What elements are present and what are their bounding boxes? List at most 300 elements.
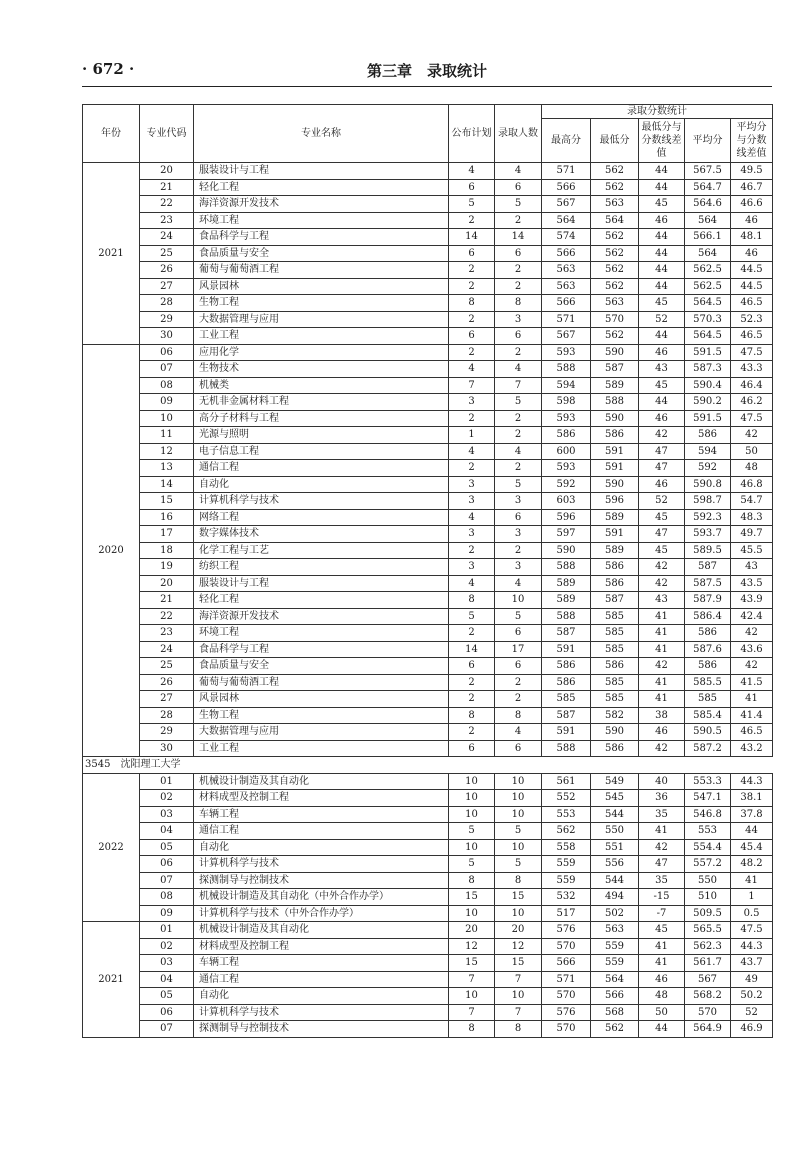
cell-min-diff: 42 bbox=[639, 740, 685, 757]
cell-code: 09 bbox=[140, 394, 194, 411]
cell-min-diff: 44 bbox=[639, 328, 685, 345]
cell-min: 502 bbox=[591, 905, 639, 922]
cell-major-name: 机械设计制造及其自动化（中外合作办学） bbox=[194, 889, 449, 906]
cell-max: 596 bbox=[542, 509, 591, 526]
cell-code: 10 bbox=[140, 410, 194, 427]
cell-min-diff: 44 bbox=[639, 179, 685, 196]
cell-min-diff: 42 bbox=[639, 658, 685, 675]
cell-plan: 8 bbox=[449, 295, 495, 312]
cell-admitted: 2 bbox=[495, 344, 542, 361]
cell-min-diff: 44 bbox=[639, 1021, 685, 1038]
header-admitted: 录取人数 bbox=[495, 105, 542, 163]
table-row bbox=[83, 872, 773, 889]
cell-plan: 2 bbox=[449, 278, 495, 295]
cell-avg: 590.2 bbox=[685, 394, 731, 411]
cell-min: 549 bbox=[591, 773, 639, 790]
header-avg: 平均分 bbox=[685, 119, 731, 163]
cell-min: 589 bbox=[591, 377, 639, 394]
cell-min: 589 bbox=[591, 509, 639, 526]
cell-avg-diff: 42 bbox=[731, 658, 773, 675]
cell-avg: 585 bbox=[685, 691, 731, 708]
header-code: 专业代码 bbox=[140, 105, 194, 163]
cell-avg: 586 bbox=[685, 625, 731, 642]
cell-code: 01 bbox=[140, 922, 194, 939]
cell-avg: 590.5 bbox=[685, 724, 731, 741]
cell-code: 14 bbox=[140, 476, 194, 493]
cell-plan: 4 bbox=[449, 575, 495, 592]
cell-major-name: 风景园林 bbox=[194, 691, 449, 708]
cell-major-name: 网络工程 bbox=[194, 509, 449, 526]
table-row bbox=[83, 344, 773, 361]
cell-plan: 3 bbox=[449, 394, 495, 411]
cell-avg: 598.7 bbox=[685, 493, 731, 510]
cell-code: 15 bbox=[140, 493, 194, 510]
cell-major-name: 环境工程 bbox=[194, 625, 449, 642]
cell-min: 586 bbox=[591, 658, 639, 675]
cell-min-diff: 45 bbox=[639, 377, 685, 394]
cell-major-name: 材料成型及控制工程 bbox=[194, 790, 449, 807]
cell-avg-diff: 42 bbox=[731, 625, 773, 642]
table-row bbox=[83, 575, 773, 592]
university-row bbox=[83, 757, 773, 774]
cell-avg: 586.4 bbox=[685, 608, 731, 625]
cell-major-name: 计算机科学与技术（中外合作办学） bbox=[194, 905, 449, 922]
cell-max: 561 bbox=[542, 773, 591, 790]
cell-avg: 546.8 bbox=[685, 806, 731, 823]
cell-major-name: 纺织工程 bbox=[194, 559, 449, 576]
table-row bbox=[83, 443, 773, 460]
cell-major-name: 光源与照明 bbox=[194, 427, 449, 444]
cell-avg: 562.3 bbox=[685, 938, 731, 955]
cell-plan: 3 bbox=[449, 526, 495, 543]
cell-min-diff: 41 bbox=[639, 955, 685, 972]
cell-admitted: 7 bbox=[495, 971, 542, 988]
cell-admitted: 5 bbox=[495, 196, 542, 213]
cell-avg: 592.3 bbox=[685, 509, 731, 526]
cell-avg-diff: 43.5 bbox=[731, 575, 773, 592]
cell-major-name: 自动化 bbox=[194, 988, 449, 1005]
cell-major-name: 高分子材料与工程 bbox=[194, 410, 449, 427]
cell-plan: 2 bbox=[449, 691, 495, 708]
cell-max: 597 bbox=[542, 526, 591, 543]
cell-max: 562 bbox=[542, 823, 591, 840]
cell-plan: 14 bbox=[449, 229, 495, 246]
cell-avg: 585.5 bbox=[685, 674, 731, 691]
table-row bbox=[83, 1021, 773, 1038]
cell-max: 559 bbox=[542, 872, 591, 889]
cell-major-name: 海洋资源开发技术 bbox=[194, 196, 449, 213]
cell-admitted: 20 bbox=[495, 922, 542, 939]
table-row bbox=[83, 262, 773, 279]
cell-plan: 10 bbox=[449, 806, 495, 823]
cell-code: 26 bbox=[140, 262, 194, 279]
cell-max: 593 bbox=[542, 460, 591, 477]
cell-avg-diff: 43.9 bbox=[731, 592, 773, 609]
cell-min: 586 bbox=[591, 427, 639, 444]
cell-admitted: 2 bbox=[495, 460, 542, 477]
cell-avg: 587 bbox=[685, 559, 731, 576]
table-row bbox=[83, 971, 773, 988]
cell-avg: 566.1 bbox=[685, 229, 731, 246]
cell-major-name: 生物工程 bbox=[194, 707, 449, 724]
header-year: 年份 bbox=[83, 105, 140, 163]
cell-plan: 7 bbox=[449, 377, 495, 394]
cell-min-diff: 35 bbox=[639, 872, 685, 889]
cell-plan: 3 bbox=[449, 493, 495, 510]
cell-major-name: 工业工程 bbox=[194, 328, 449, 345]
cell-min-diff: 44 bbox=[639, 262, 685, 279]
cell-admitted: 10 bbox=[495, 790, 542, 807]
cell-avg-diff: 50.2 bbox=[731, 988, 773, 1005]
cell-min-diff: 46 bbox=[639, 971, 685, 988]
cell-min: 562 bbox=[591, 262, 639, 279]
cell-min-diff: -15 bbox=[639, 889, 685, 906]
cell-min-diff: 41 bbox=[639, 823, 685, 840]
cell-major-name: 探测制导与控制技术 bbox=[194, 1021, 449, 1038]
cell-avg-diff: 44.5 bbox=[731, 262, 773, 279]
cell-major-name: 工业工程 bbox=[194, 740, 449, 757]
cell-max: 587 bbox=[542, 625, 591, 642]
cell-min-diff: 44 bbox=[639, 394, 685, 411]
cell-code: 01 bbox=[140, 773, 194, 790]
cell-admitted: 6 bbox=[495, 328, 542, 345]
cell-major-name: 风景园林 bbox=[194, 278, 449, 295]
table-row bbox=[83, 707, 773, 724]
cell-avg-diff: 46.5 bbox=[731, 328, 773, 345]
cell-plan: 20 bbox=[449, 922, 495, 939]
cell-min-diff: 42 bbox=[639, 427, 685, 444]
cell-min-diff: 52 bbox=[639, 493, 685, 510]
cell-code: 02 bbox=[140, 938, 194, 955]
cell-plan: 5 bbox=[449, 823, 495, 840]
cell-code: 19 bbox=[140, 559, 194, 576]
cell-admitted: 3 bbox=[495, 311, 542, 328]
cell-code: 09 bbox=[140, 905, 194, 922]
cell-admitted: 5 bbox=[495, 476, 542, 493]
cell-plan: 3 bbox=[449, 476, 495, 493]
cell-plan: 8 bbox=[449, 707, 495, 724]
cell-avg: 591.5 bbox=[685, 410, 731, 427]
cell-major-name: 通信工程 bbox=[194, 823, 449, 840]
cell-min-diff: 41 bbox=[639, 641, 685, 658]
table-row bbox=[83, 592, 773, 609]
cell-admitted: 2 bbox=[495, 542, 542, 559]
cell-plan: 2 bbox=[449, 311, 495, 328]
cell-max: 593 bbox=[542, 344, 591, 361]
cell-admitted: 4 bbox=[495, 361, 542, 378]
cell-admitted: 2 bbox=[495, 691, 542, 708]
cell-avg: 567.5 bbox=[685, 163, 731, 180]
table-row bbox=[83, 905, 773, 922]
cell-plan: 10 bbox=[449, 773, 495, 790]
cell-min: 591 bbox=[591, 526, 639, 543]
table-row bbox=[83, 311, 773, 328]
cell-major-name: 轻化工程 bbox=[194, 179, 449, 196]
cell-min-diff: 44 bbox=[639, 278, 685, 295]
cell-max: 588 bbox=[542, 361, 591, 378]
cell-avg: 564.5 bbox=[685, 328, 731, 345]
table-row bbox=[83, 196, 773, 213]
cell-max: 576 bbox=[542, 922, 591, 939]
cell-major-name: 通信工程 bbox=[194, 971, 449, 988]
cell-avg: 565.5 bbox=[685, 922, 731, 939]
cell-avg: 587.2 bbox=[685, 740, 731, 757]
cell-min-diff: 36 bbox=[639, 790, 685, 807]
cell-admitted: 15 bbox=[495, 889, 542, 906]
cell-max: 570 bbox=[542, 988, 591, 1005]
cell-avg: 587.9 bbox=[685, 592, 731, 609]
cell-min-diff: 38 bbox=[639, 707, 685, 724]
cell-plan: 14 bbox=[449, 641, 495, 658]
cell-avg-diff: 48 bbox=[731, 460, 773, 477]
cell-avg-diff: 46.4 bbox=[731, 377, 773, 394]
cell-admitted: 10 bbox=[495, 806, 542, 823]
cell-max: 570 bbox=[542, 1021, 591, 1038]
cell-avg-diff: 43.6 bbox=[731, 641, 773, 658]
cell-avg-diff: 49 bbox=[731, 971, 773, 988]
cell-plan: 10 bbox=[449, 839, 495, 856]
cell-min: 582 bbox=[591, 707, 639, 724]
table-row bbox=[83, 889, 773, 906]
cell-avg-diff: 41.5 bbox=[731, 674, 773, 691]
cell-admitted: 5 bbox=[495, 394, 542, 411]
cell-avg-diff: 49.5 bbox=[731, 163, 773, 180]
cell-admitted: 4 bbox=[495, 163, 542, 180]
cell-major-name: 自动化 bbox=[194, 476, 449, 493]
cell-min: 559 bbox=[591, 955, 639, 972]
cell-plan: 2 bbox=[449, 625, 495, 642]
cell-min-diff: 40 bbox=[639, 773, 685, 790]
cell-avg-diff: 45.5 bbox=[731, 542, 773, 559]
cell-avg: 564.5 bbox=[685, 295, 731, 312]
cell-min: 589 bbox=[591, 542, 639, 559]
cell-avg: 553 bbox=[685, 823, 731, 840]
cell-code: 06 bbox=[140, 856, 194, 873]
cell-admitted: 2 bbox=[495, 262, 542, 279]
cell-admitted: 15 bbox=[495, 955, 542, 972]
cell-avg-diff: 37.8 bbox=[731, 806, 773, 823]
cell-avg-diff: 50 bbox=[731, 443, 773, 460]
cell-max: 532 bbox=[542, 889, 591, 906]
cell-avg-diff: 47.5 bbox=[731, 922, 773, 939]
cell-plan: 4 bbox=[449, 443, 495, 460]
cell-max: 586 bbox=[542, 427, 591, 444]
cell-admitted: 7 bbox=[495, 377, 542, 394]
table-row bbox=[83, 1004, 773, 1021]
cell-min-diff: 45 bbox=[639, 542, 685, 559]
cell-max: 591 bbox=[542, 641, 591, 658]
cell-avg: 587.3 bbox=[685, 361, 731, 378]
cell-avg-diff: 46 bbox=[731, 245, 773, 262]
cell-admitted: 5 bbox=[495, 856, 542, 873]
cell-major-name: 食品质量与安全 bbox=[194, 245, 449, 262]
cell-avg-diff: 38.1 bbox=[731, 790, 773, 807]
cell-plan: 5 bbox=[449, 196, 495, 213]
cell-code: 08 bbox=[140, 889, 194, 906]
cell-code: 22 bbox=[140, 196, 194, 213]
cell-min: 563 bbox=[591, 196, 639, 213]
cell-max: 589 bbox=[542, 592, 591, 609]
table-row bbox=[83, 476, 773, 493]
cell-min: 544 bbox=[591, 806, 639, 823]
cell-code: 07 bbox=[140, 1021, 194, 1038]
cell-max: 558 bbox=[542, 839, 591, 856]
cell-min: 562 bbox=[591, 278, 639, 295]
cell-avg-diff: 46.6 bbox=[731, 196, 773, 213]
cell-avg: 561.7 bbox=[685, 955, 731, 972]
table-row bbox=[83, 674, 773, 691]
header-name: 专业名称 bbox=[194, 105, 449, 163]
cell-avg-diff: 45.4 bbox=[731, 839, 773, 856]
cell-avg: 562.5 bbox=[685, 262, 731, 279]
cell-min: 588 bbox=[591, 394, 639, 411]
cell-admitted: 7 bbox=[495, 1004, 542, 1021]
cell-max: 552 bbox=[542, 790, 591, 807]
cell-code: 12 bbox=[140, 443, 194, 460]
cell-plan: 2 bbox=[449, 460, 495, 477]
cell-avg-diff: 46 bbox=[731, 212, 773, 229]
cell-min: 591 bbox=[591, 443, 639, 460]
cell-avg: 586 bbox=[685, 658, 731, 675]
cell-admitted: 8 bbox=[495, 1021, 542, 1038]
cell-code: 03 bbox=[140, 806, 194, 823]
cell-major-name: 通信工程 bbox=[194, 460, 449, 477]
cell-code: 24 bbox=[140, 229, 194, 246]
cell-min: 585 bbox=[591, 608, 639, 625]
cell-code: 22 bbox=[140, 608, 194, 625]
header-plan: 公布计划 bbox=[449, 105, 495, 163]
cell-min-diff: 42 bbox=[639, 559, 685, 576]
cell-avg: 587.6 bbox=[685, 641, 731, 658]
cell-min-diff: 42 bbox=[639, 575, 685, 592]
cell-min: 590 bbox=[591, 410, 639, 427]
table-row bbox=[83, 361, 773, 378]
cell-code: 07 bbox=[140, 872, 194, 889]
cell-max: 567 bbox=[542, 196, 591, 213]
cell-major-name: 计算机科学与技术 bbox=[194, 856, 449, 873]
cell-major-name: 葡萄与葡萄酒工程 bbox=[194, 674, 449, 691]
cell-code: 11 bbox=[140, 427, 194, 444]
cell-code: 29 bbox=[140, 311, 194, 328]
cell-major-name: 环境工程 bbox=[194, 212, 449, 229]
table-row bbox=[83, 625, 773, 642]
table-row bbox=[83, 179, 773, 196]
cell-avg-diff: 49.7 bbox=[731, 526, 773, 543]
table-row bbox=[83, 938, 773, 955]
cell-plan: 15 bbox=[449, 955, 495, 972]
header-avg-diff: 平均分与分数线差值 bbox=[731, 119, 773, 163]
cell-max: 571 bbox=[542, 971, 591, 988]
cell-avg: 509.5 bbox=[685, 905, 731, 922]
cell-min: 590 bbox=[591, 476, 639, 493]
cell-min: 563 bbox=[591, 295, 639, 312]
cell-admitted: 4 bbox=[495, 724, 542, 741]
cell-avg-diff: 44.3 bbox=[731, 773, 773, 790]
cell-plan: 5 bbox=[449, 608, 495, 625]
cell-avg-diff: 44.3 bbox=[731, 938, 773, 955]
cell-avg-diff: 47.5 bbox=[731, 410, 773, 427]
cell-code: 06 bbox=[140, 1004, 194, 1021]
cell-admitted: 5 bbox=[495, 823, 542, 840]
cell-plan: 6 bbox=[449, 658, 495, 675]
cell-max: 585 bbox=[542, 691, 591, 708]
cell-avg-diff: 43.2 bbox=[731, 740, 773, 757]
cell-avg-diff: 46.8 bbox=[731, 476, 773, 493]
cell-avg-diff: 48.1 bbox=[731, 229, 773, 246]
cell-max: 559 bbox=[542, 856, 591, 873]
cell-major-name: 探测制导与控制技术 bbox=[194, 872, 449, 889]
cell-max: 590 bbox=[542, 542, 591, 559]
cell-code: 05 bbox=[140, 839, 194, 856]
cell-min-diff: 41 bbox=[639, 608, 685, 625]
cell-max: 570 bbox=[542, 938, 591, 955]
cell-major-name: 机械设计制造及其自动化 bbox=[194, 773, 449, 790]
cell-min-diff: 41 bbox=[639, 625, 685, 642]
cell-plan: 4 bbox=[449, 361, 495, 378]
cell-min: 562 bbox=[591, 328, 639, 345]
cell-avg-diff: 41 bbox=[731, 872, 773, 889]
cell-admitted: 5 bbox=[495, 608, 542, 625]
cell-plan: 5 bbox=[449, 856, 495, 873]
cell-min: 564 bbox=[591, 212, 639, 229]
table-row bbox=[83, 229, 773, 246]
cell-min-diff: 45 bbox=[639, 509, 685, 526]
cell-min: 568 bbox=[591, 1004, 639, 1021]
table-row bbox=[83, 526, 773, 543]
cell-max: 594 bbox=[542, 377, 591, 394]
table-row bbox=[83, 724, 773, 741]
cell-plan: 8 bbox=[449, 872, 495, 889]
cell-code: 24 bbox=[140, 641, 194, 658]
cell-plan: 3 bbox=[449, 559, 495, 576]
cell-max: 598 bbox=[542, 394, 591, 411]
cell-major-name: 食品科学与工程 bbox=[194, 641, 449, 658]
cell-min-diff: 45 bbox=[639, 922, 685, 939]
admissions-table bbox=[82, 104, 773, 1038]
cell-admitted: 8 bbox=[495, 707, 542, 724]
cell-max: 517 bbox=[542, 905, 591, 922]
cell-avg-diff: 43.3 bbox=[731, 361, 773, 378]
cell-code: 04 bbox=[140, 823, 194, 840]
cell-code: 27 bbox=[140, 278, 194, 295]
cell-admitted: 10 bbox=[495, 905, 542, 922]
cell-max: 588 bbox=[542, 559, 591, 576]
page-number: · 672 · bbox=[82, 60, 135, 78]
cell-avg: 554.4 bbox=[685, 839, 731, 856]
cell-admitted: 14 bbox=[495, 229, 542, 246]
cell-code: 08 bbox=[140, 377, 194, 394]
cell-max: 566 bbox=[542, 955, 591, 972]
cell-max: 563 bbox=[542, 278, 591, 295]
table-row bbox=[83, 410, 773, 427]
cell-major-name: 机械类 bbox=[194, 377, 449, 394]
university-title: 3545 沈阳理工大学 bbox=[83, 757, 773, 774]
cell-avg-diff: 44.5 bbox=[731, 278, 773, 295]
table-row bbox=[83, 394, 773, 411]
cell-avg-diff: 48.2 bbox=[731, 856, 773, 873]
cell-code: 17 bbox=[140, 526, 194, 543]
cell-min-diff: 46 bbox=[639, 410, 685, 427]
cell-avg: 568.2 bbox=[685, 988, 731, 1005]
cell-code: 28 bbox=[140, 295, 194, 312]
cell-plan: 10 bbox=[449, 988, 495, 1005]
cell-min: 562 bbox=[591, 229, 639, 246]
cell-major-name: 机械设计制造及其自动化 bbox=[194, 922, 449, 939]
cell-code: 20 bbox=[140, 575, 194, 592]
table-row bbox=[83, 460, 773, 477]
table-row bbox=[83, 773, 773, 790]
cell-min: 590 bbox=[591, 724, 639, 741]
